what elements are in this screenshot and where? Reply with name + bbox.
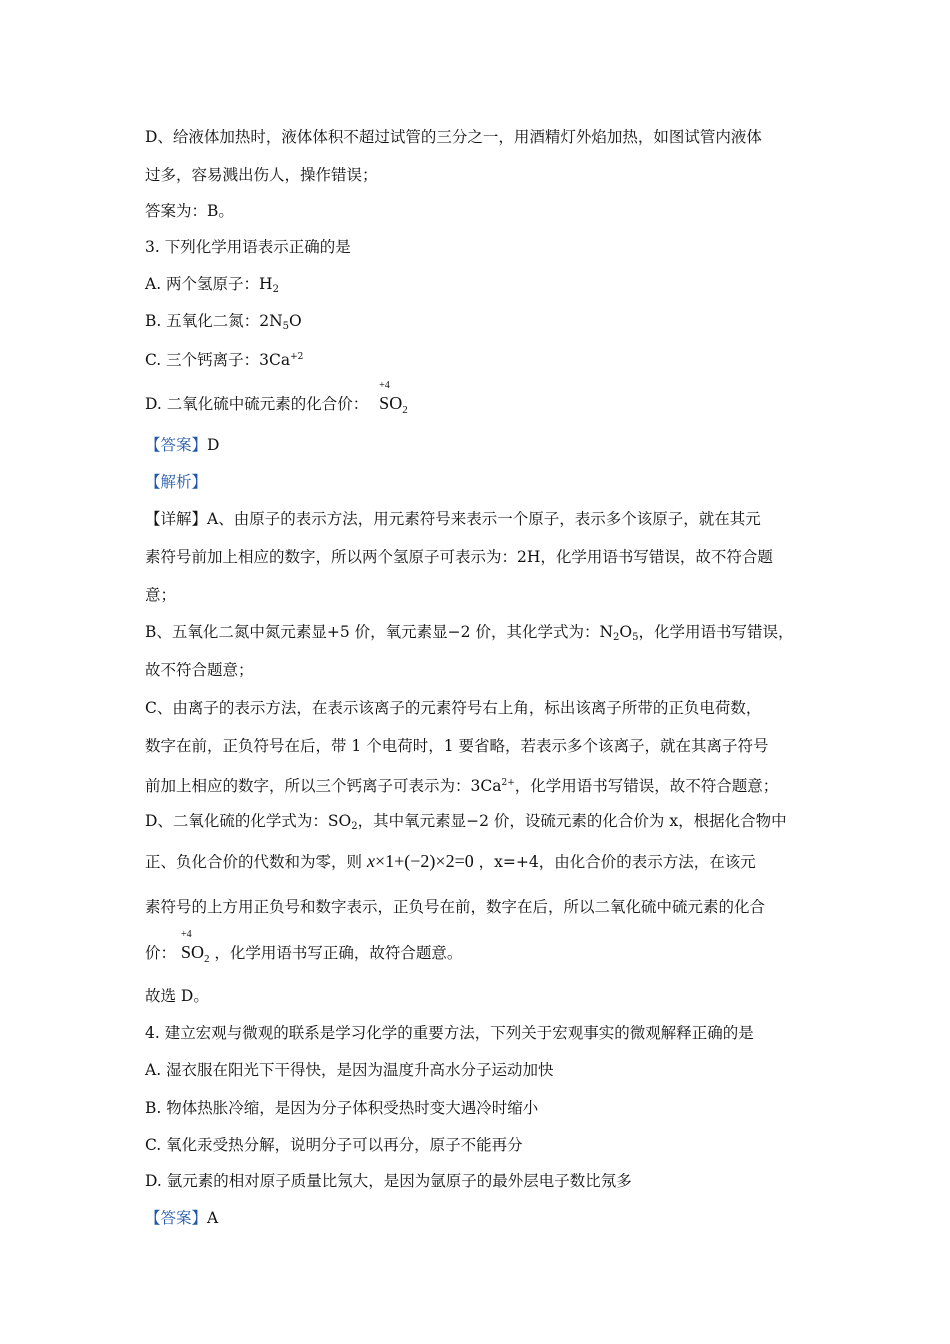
text-line: 过多，容易溅出伤人，操作错误；	[145, 166, 378, 184]
subscript: 5	[632, 632, 639, 643]
text-segment: 价：	[145, 944, 177, 962]
text-line	[145, 850, 825, 873]
option-text: A. 两个氢原子：H	[145, 275, 273, 293]
text-segment: ，化学用语书写正确，故符合题意。	[214, 944, 463, 962]
math-paren: )	[429, 851, 436, 871]
text-line: 【详解】A、由原子的表示方法，用元素符号来表示一个原子，表示多个该原子，就在其元	[145, 510, 761, 528]
element-symbol: O	[389, 393, 403, 413]
option-b	[145, 310, 825, 338]
math-op: ×1+	[374, 851, 405, 871]
valence-formula	[180, 929, 210, 970]
option-a: A. 湿衣服在阳光下干得快，是因为温度升高水分子运动加快	[145, 1061, 554, 1079]
option-text: C. 三个钙离子：3Ca	[145, 351, 291, 369]
math-op: ×2=0	[435, 851, 474, 871]
text-line: D、给液体加热时，液体体积不超过试管的三分之一，用酒精灯外焰加热，如图试管内液体	[145, 128, 762, 146]
text-line	[145, 772, 825, 797]
answer-tag: 【答案】	[145, 1209, 208, 1227]
text-line: 故不符合题意；	[145, 661, 254, 679]
text-line: 素符号的上方用正负号和数字表示，正负号在前，数字在后，所以二氧化硫中硫元素的化合	[145, 898, 766, 916]
math-var: x	[366, 851, 375, 871]
math-num: −2	[410, 851, 430, 871]
superscript: 2+	[501, 778, 515, 788]
text-segment: D、二氧化硫的化学式为：SO	[145, 812, 352, 830]
text-line: 意；	[145, 586, 177, 604]
text-segment: B、五氧化二氮中氮元素显+5 价，氧元素显−2 价，其化学式为：N	[145, 623, 614, 641]
element-symbol: O	[289, 312, 302, 330]
text-line: C、由离子的表示方法，在表示该离子的元素符号右上角，标出该离子所带的正负电荷数，	[145, 699, 762, 717]
answer-tag: 【答案】	[145, 436, 208, 454]
element-symbol: O	[619, 623, 633, 641]
subscript: 5	[282, 321, 290, 332]
text-line: 答案为：B。	[145, 202, 234, 220]
valence-mark: +4	[180, 929, 192, 940]
subscript: 2	[272, 284, 279, 295]
option-c: C. 氧化汞受热分解，说明分子可以再分，原子不能再分	[145, 1136, 523, 1154]
text-line	[145, 929, 825, 970]
text-segment: ，化学用语书写错误，故不符合题意；	[514, 777, 779, 795]
option-text: D. 二氧化硫中硫元素的化合价：	[145, 395, 369, 413]
text-segment: ，其中氧元素显−2 价，设硫元素的化合价为 x，根据化合物中	[357, 812, 787, 830]
subscript: 2	[613, 632, 620, 643]
option-a	[145, 273, 825, 301]
answer-line	[145, 434, 825, 456]
text-segment: 正、负化合价的代数和为零，则	[145, 853, 363, 871]
answer-line	[145, 1207, 825, 1229]
text-line: 数字在前，正负符号在后，带 1 个电荷时，1 要省略，若表示多个该离子，就在其离子符号	[145, 737, 769, 755]
text-segment: ，化学用语书写错误，	[638, 623, 794, 641]
subscript: 2	[351, 821, 358, 832]
math-paren: (	[404, 851, 411, 871]
question-3-stem: 3. 下列化学用语表示正确的是	[145, 238, 351, 256]
option-d	[145, 380, 825, 421]
answer-value: A	[207, 1209, 219, 1227]
superscript: +2	[290, 352, 304, 362]
text-line: 素符号前加上相应的数字，所以两个氢原子可表示为：2H，化学用语书写错误，故不符合题	[145, 548, 773, 566]
equation	[367, 851, 474, 871]
option-d: D. 氩元素的相对原子质量比氖大，是因为氩原子的最外层电子数比氖多	[145, 1172, 632, 1190]
option-text: B. 五氧化二氮：2N	[145, 312, 283, 330]
option-c	[145, 346, 825, 371]
text-segment: 前加上相应的数字，所以三个钙离子可表示为：3Ca	[145, 777, 502, 795]
text-line	[145, 621, 825, 649]
analysis-tag: 【解析】	[145, 473, 208, 491]
text-segment: ，x=+4，由化合价的表示方法，在该元	[478, 853, 756, 871]
subscript: 2	[402, 404, 408, 416]
analysis-tag-line	[145, 471, 825, 493]
answer-value: D	[207, 436, 220, 454]
question-4-stem: 4. 建立宏观与微观的联系是学习化学的重要方法，下列关于宏观事实的微观解释正确的是	[145, 1024, 754, 1042]
element-symbol: S	[379, 393, 390, 413]
text-line	[145, 810, 825, 838]
text-line: 故选 D。	[145, 987, 209, 1005]
option-b: B. 物体热胀冷缩，是因为分子体积受热时变大遇冷时缩小	[145, 1099, 539, 1117]
element-symbol: O	[190, 942, 204, 962]
valence-formula	[379, 380, 408, 421]
valence-mark: +4	[379, 380, 390, 391]
subscript: 2	[203, 953, 210, 965]
element-symbol: S	[180, 942, 191, 962]
